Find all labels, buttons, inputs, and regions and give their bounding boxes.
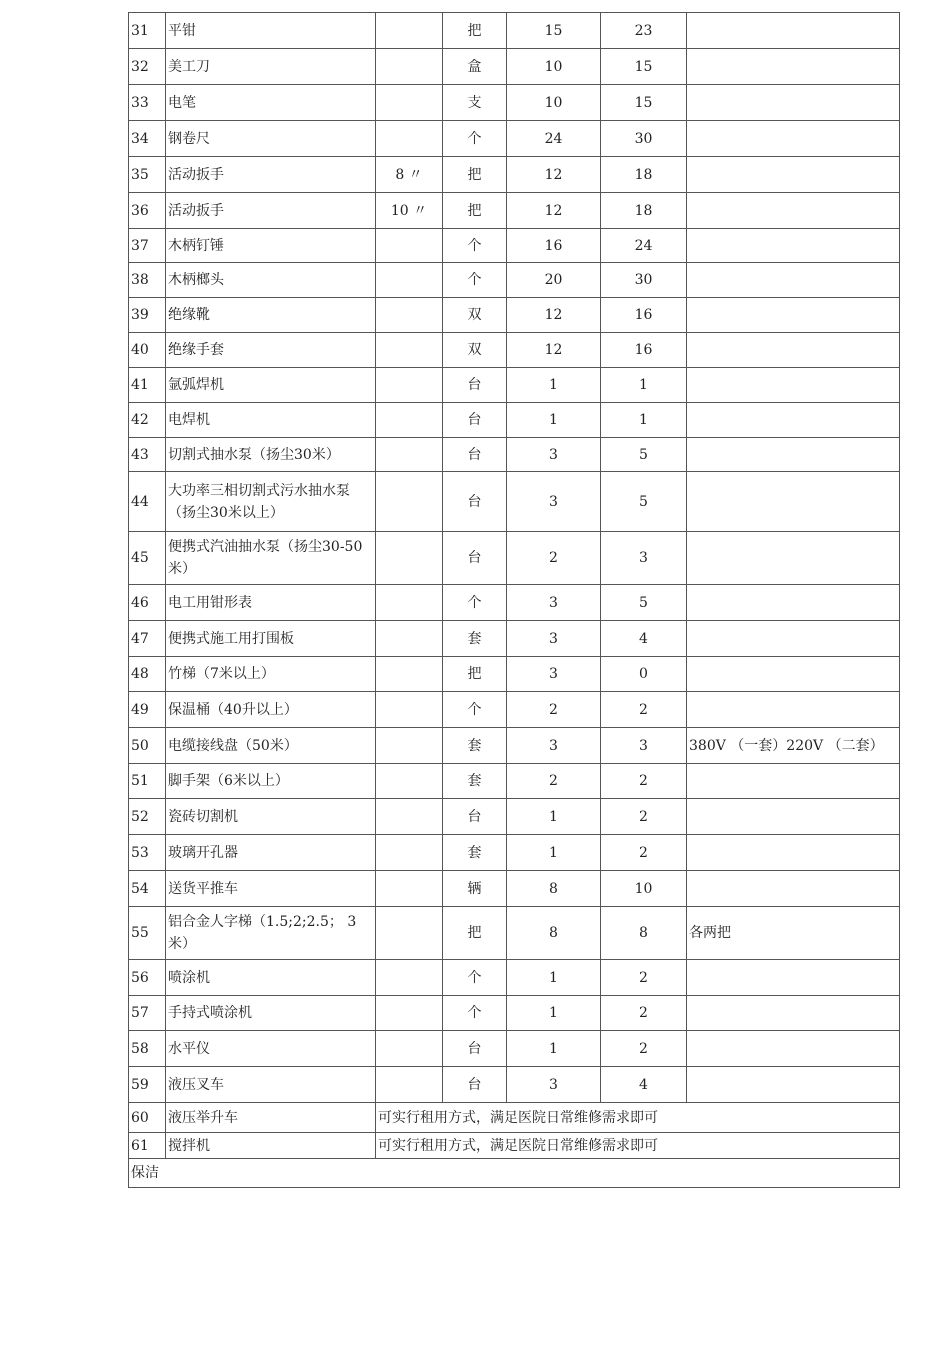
item-name: 手持式喷涂机 <box>166 996 376 1031</box>
item-unit: 辆 <box>443 871 507 907</box>
item-note <box>687 121 900 157</box>
row-number: 57 <box>129 996 166 1031</box>
row-number: 38 <box>129 263 166 298</box>
row-number: 45 <box>129 532 166 585</box>
item-quantity-2: 2 <box>601 692 687 728</box>
section-row <box>129 1159 900 1188</box>
item-name: 活动扳手 <box>166 193 376 229</box>
row-number: 43 <box>129 438 166 472</box>
item-unit: 套 <box>443 621 507 657</box>
table-row <box>129 835 900 871</box>
item-spec <box>376 692 443 728</box>
item-spec <box>376 263 443 298</box>
item-name: 电笔 <box>166 85 376 121</box>
row-number: 60 <box>129 1103 166 1133</box>
item-spec <box>376 621 443 657</box>
item-quantity-1: 12 <box>507 157 601 193</box>
item-quantity-1: 1 <box>507 835 601 871</box>
table-row <box>129 333 900 368</box>
item-note <box>687 692 900 728</box>
row-number: 31 <box>129 13 166 49</box>
item-quantity-1: 20 <box>507 263 601 298</box>
item-spec: 8 〃 <box>376 157 443 193</box>
item-quantity-1: 3 <box>507 1067 601 1103</box>
item-note <box>687 49 900 85</box>
equipment-table <box>128 12 900 1188</box>
item-note <box>687 996 900 1031</box>
item-unit: 台 <box>443 532 507 585</box>
item-spec <box>376 532 443 585</box>
item-spec <box>376 1031 443 1067</box>
item-spec <box>376 368 443 403</box>
item-name: 电缆接线盘（50米） <box>166 728 376 764</box>
item-unit: 套 <box>443 728 507 764</box>
item-quantity-2: 4 <box>601 1067 687 1103</box>
item-quantity-1: 1 <box>507 368 601 403</box>
table-row <box>129 229 900 263</box>
item-quantity-1: 3 <box>507 438 601 472</box>
item-quantity-1: 12 <box>507 193 601 229</box>
equipment-rows <box>129 13 900 1188</box>
item-unit: 台 <box>443 472 507 532</box>
item-quantity-2: 2 <box>601 799 687 835</box>
item-name: 便携式汽油抽水泵（扬尘30-50 米） <box>166 532 376 585</box>
item-quantity-2: 15 <box>601 49 687 85</box>
item-quantity-1: 3 <box>507 621 601 657</box>
item-quantity-2: 18 <box>601 157 687 193</box>
row-number: 37 <box>129 229 166 263</box>
item-name: 木柄钉锤 <box>166 229 376 263</box>
item-note <box>687 13 900 49</box>
item-quantity-2: 5 <box>601 438 687 472</box>
item-spec <box>376 121 443 157</box>
item-name: 美工刀 <box>166 49 376 85</box>
item-spec <box>376 657 443 692</box>
item-spec <box>376 996 443 1031</box>
item-unit: 支 <box>443 85 507 121</box>
row-number: 42 <box>129 403 166 438</box>
row-number: 52 <box>129 799 166 835</box>
item-quantity-2: 30 <box>601 263 687 298</box>
item-name: 瓷砖切割机 <box>166 799 376 835</box>
row-number: 59 <box>129 1067 166 1103</box>
table-row <box>129 1031 900 1067</box>
item-spec: 10 〃 <box>376 193 443 229</box>
rental-note: 可实行租用方式，满足医院日常维修需求即可 <box>376 1133 900 1159</box>
table-row <box>129 657 900 692</box>
item-quantity-1: 10 <box>507 49 601 85</box>
item-note <box>687 532 900 585</box>
item-name: 便携式施工用打围板 <box>166 621 376 657</box>
item-quantity-2: 2 <box>601 764 687 799</box>
item-name: 送货平推车 <box>166 871 376 907</box>
item-quantity-2: 5 <box>601 585 687 621</box>
row-number: 48 <box>129 657 166 692</box>
item-quantity-2: 8 <box>601 907 687 960</box>
item-note <box>687 263 900 298</box>
item-quantity-1: 1 <box>507 996 601 1031</box>
item-quantity-1: 2 <box>507 532 601 585</box>
item-spec <box>376 403 443 438</box>
item-quantity-2: 30 <box>601 121 687 157</box>
item-quantity-1: 8 <box>507 907 601 960</box>
item-unit: 把 <box>443 13 507 49</box>
item-unit: 个 <box>443 996 507 1031</box>
item-quantity-1: 8 <box>507 871 601 907</box>
item-spec <box>376 333 443 368</box>
item-quantity-1: 24 <box>507 121 601 157</box>
table-row <box>129 403 900 438</box>
item-spec <box>376 472 443 532</box>
item-note <box>687 657 900 692</box>
table-row <box>129 157 900 193</box>
item-note <box>687 835 900 871</box>
item-quantity-2: 24 <box>601 229 687 263</box>
item-unit: 把 <box>443 193 507 229</box>
item-spec <box>376 871 443 907</box>
item-unit: 套 <box>443 764 507 799</box>
item-note <box>687 621 900 657</box>
item-quantity-1: 3 <box>507 728 601 764</box>
item-quantity-1: 10 <box>507 85 601 121</box>
item-quantity-1: 3 <box>507 472 601 532</box>
item-note <box>687 193 900 229</box>
item-note <box>687 403 900 438</box>
item-name: 搅拌机 <box>166 1133 376 1159</box>
item-unit: 个 <box>443 263 507 298</box>
item-name: 钢卷尺 <box>166 121 376 157</box>
item-quantity-2: 3 <box>601 728 687 764</box>
item-quantity-1: 16 <box>507 229 601 263</box>
row-number: 39 <box>129 298 166 333</box>
table-row <box>129 193 900 229</box>
item-unit: 个 <box>443 121 507 157</box>
item-unit: 把 <box>443 907 507 960</box>
item-quantity-1: 12 <box>507 298 601 333</box>
row-number: 61 <box>129 1133 166 1159</box>
item-name: 玻璃开孔器 <box>166 835 376 871</box>
item-unit: 盒 <box>443 49 507 85</box>
item-quantity-2: 10 <box>601 871 687 907</box>
item-name: 液压举升车 <box>166 1103 376 1133</box>
item-unit: 把 <box>443 157 507 193</box>
item-name: 大功率三相切割式污水抽水泵（扬尘30米以上） <box>166 472 376 532</box>
table-row <box>129 472 900 532</box>
item-note <box>687 1031 900 1067</box>
item-quantity-2: 23 <box>601 13 687 49</box>
item-name: 绝缘靴 <box>166 298 376 333</box>
item-note <box>687 157 900 193</box>
item-quantity-1: 1 <box>507 403 601 438</box>
item-name: 活动扳手 <box>166 157 376 193</box>
row-number: 35 <box>129 157 166 193</box>
item-note <box>687 799 900 835</box>
item-note <box>687 871 900 907</box>
item-unit: 个 <box>443 229 507 263</box>
row-number: 58 <box>129 1031 166 1067</box>
item-name: 水平仪 <box>166 1031 376 1067</box>
item-name: 液压叉车 <box>166 1067 376 1103</box>
item-quantity-2: 18 <box>601 193 687 229</box>
table-row-rental <box>129 1103 900 1133</box>
item-unit: 个 <box>443 585 507 621</box>
table-row <box>129 692 900 728</box>
item-quantity-2: 15 <box>601 85 687 121</box>
row-number: 36 <box>129 193 166 229</box>
row-number: 47 <box>129 621 166 657</box>
item-spec <box>376 13 443 49</box>
item-spec <box>376 764 443 799</box>
item-spec <box>376 1067 443 1103</box>
item-unit: 台 <box>443 1031 507 1067</box>
item-name: 保温桶（40升以上） <box>166 692 376 728</box>
item-quantity-1: 3 <box>507 657 601 692</box>
row-number: 56 <box>129 960 166 996</box>
item-quantity-2: 16 <box>601 298 687 333</box>
item-name: 绝缘手套 <box>166 333 376 368</box>
table-row <box>129 85 900 121</box>
item-name: 木柄榔头 <box>166 263 376 298</box>
item-unit: 个 <box>443 692 507 728</box>
item-name: 氩弧焊机 <box>166 368 376 403</box>
item-note <box>687 438 900 472</box>
table-row <box>129 49 900 85</box>
item-name: 铝合金人字梯（1.5;2;2.5； 3 米） <box>166 907 376 960</box>
item-quantity-1: 3 <box>507 585 601 621</box>
item-note: 380V （一套）220V （二套） <box>687 728 900 764</box>
item-quantity-1: 2 <box>507 764 601 799</box>
table-row <box>129 871 900 907</box>
item-quantity-2: 0 <box>601 657 687 692</box>
item-unit: 套 <box>443 835 507 871</box>
row-number: 34 <box>129 121 166 157</box>
item-spec <box>376 799 443 835</box>
item-quantity-2: 5 <box>601 472 687 532</box>
item-quantity-1: 1 <box>507 960 601 996</box>
item-spec <box>376 229 443 263</box>
item-unit: 台 <box>443 799 507 835</box>
item-quantity-1: 15 <box>507 13 601 49</box>
item-name: 脚手架（6米以上） <box>166 764 376 799</box>
table-row <box>129 960 900 996</box>
item-quantity-2: 16 <box>601 333 687 368</box>
item-spec <box>376 49 443 85</box>
item-note: 各两把 <box>687 907 900 960</box>
row-number: 32 <box>129 49 166 85</box>
item-note <box>687 298 900 333</box>
item-name: 喷涂机 <box>166 960 376 996</box>
item-spec <box>376 438 443 472</box>
item-note <box>687 85 900 121</box>
table-row-rental <box>129 1133 900 1159</box>
item-quantity-2: 1 <box>601 368 687 403</box>
item-spec <box>376 85 443 121</box>
item-unit: 把 <box>443 657 507 692</box>
item-name: 平钳 <box>166 13 376 49</box>
item-note <box>687 229 900 263</box>
item-quantity-2: 2 <box>601 835 687 871</box>
item-unit: 台 <box>443 1067 507 1103</box>
item-unit: 台 <box>443 368 507 403</box>
item-quantity-2: 1 <box>601 403 687 438</box>
item-note <box>687 472 900 532</box>
item-quantity-2: 2 <box>601 996 687 1031</box>
item-quantity-2: 2 <box>601 1031 687 1067</box>
item-quantity-2: 3 <box>601 532 687 585</box>
table-row <box>129 438 900 472</box>
item-spec <box>376 835 443 871</box>
table-row <box>129 263 900 298</box>
item-spec <box>376 960 443 996</box>
row-number: 41 <box>129 368 166 403</box>
rental-note: 可实行租用方式，满足医院日常维修需求即可 <box>376 1103 900 1133</box>
item-quantity-2: 4 <box>601 621 687 657</box>
item-note <box>687 333 900 368</box>
section-label: 保洁 <box>129 1159 900 1188</box>
row-number: 50 <box>129 728 166 764</box>
item-note <box>687 1067 900 1103</box>
item-quantity-1: 2 <box>507 692 601 728</box>
table-row <box>129 728 900 764</box>
item-name: 竹梯（7米以上） <box>166 657 376 692</box>
item-note <box>687 764 900 799</box>
item-spec <box>376 728 443 764</box>
row-number: 54 <box>129 871 166 907</box>
table-row <box>129 1067 900 1103</box>
table-row <box>129 799 900 835</box>
item-spec <box>376 907 443 960</box>
row-number: 33 <box>129 85 166 121</box>
table-row <box>129 621 900 657</box>
item-note <box>687 368 900 403</box>
table-row <box>129 907 900 960</box>
table-row <box>129 298 900 333</box>
item-name: 切割式抽水泵（扬尘30米） <box>166 438 376 472</box>
item-note <box>687 960 900 996</box>
item-unit: 台 <box>443 438 507 472</box>
item-quantity-2: 2 <box>601 960 687 996</box>
table-row <box>129 13 900 49</box>
item-note <box>687 585 900 621</box>
item-spec <box>376 298 443 333</box>
table-row <box>129 532 900 585</box>
table-row <box>129 585 900 621</box>
row-number: 55 <box>129 907 166 960</box>
item-unit: 双 <box>443 298 507 333</box>
row-number: 44 <box>129 472 166 532</box>
row-number: 40 <box>129 333 166 368</box>
item-quantity-1: 1 <box>507 1031 601 1067</box>
row-number: 49 <box>129 692 166 728</box>
item-unit: 双 <box>443 333 507 368</box>
row-number: 51 <box>129 764 166 799</box>
table-row <box>129 121 900 157</box>
row-number: 53 <box>129 835 166 871</box>
table-row <box>129 368 900 403</box>
row-number: 46 <box>129 585 166 621</box>
table-row <box>129 996 900 1031</box>
item-spec <box>376 585 443 621</box>
item-name: 电工用钳形表 <box>166 585 376 621</box>
item-unit: 个 <box>443 960 507 996</box>
item-quantity-1: 1 <box>507 799 601 835</box>
table-row <box>129 764 900 799</box>
item-name: 电焊机 <box>166 403 376 438</box>
item-unit: 台 <box>443 403 507 438</box>
item-quantity-1: 12 <box>507 333 601 368</box>
